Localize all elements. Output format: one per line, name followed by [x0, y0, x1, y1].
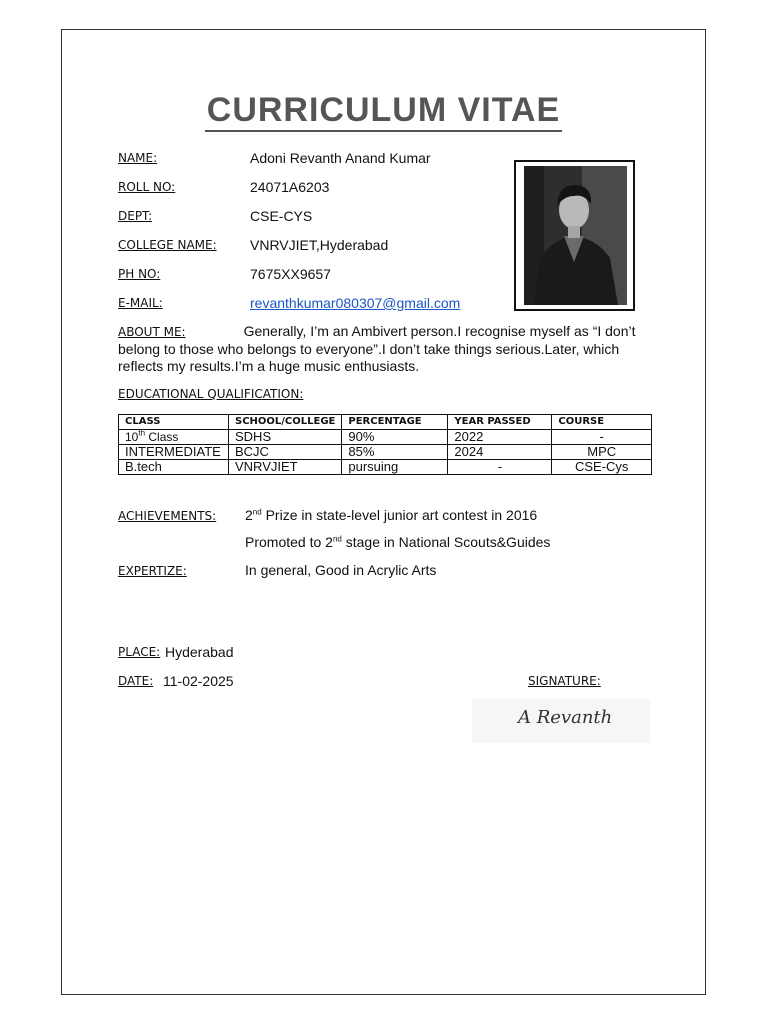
signature-image — [472, 699, 650, 743]
email-label: E-MAIL: — [118, 296, 163, 310]
page-title-text: CURRICULUM VITAE — [205, 91, 562, 132]
class-cell: B.tech — [119, 460, 229, 475]
course-cell: - — [552, 430, 652, 445]
college-label: COLLEGE NAME: — [118, 238, 217, 252]
page-title — [62, 91, 705, 130]
achievement-item: 2nd Prize in state-level junior art contest in 2016 — [245, 507, 538, 523]
expertize-value: In general, Good in Acrylic Arts — [245, 562, 437, 578]
name-value: Adoni Revanth Anand Kumar — [250, 150, 431, 166]
course-cell: MPC — [552, 445, 652, 460]
percentage-cell: 85% — [342, 445, 448, 460]
expertize-label: EXPERTIZE: — [118, 564, 187, 578]
achievement-item: Promoted to 2nd stage in National Scouts&Guides — [245, 534, 551, 550]
dept-label: DEPT: — [118, 209, 153, 223]
name-label: NAME: — [118, 151, 158, 165]
dept-value: CSE-CYS — [250, 208, 313, 224]
column-header: CLASS — [119, 415, 229, 430]
signature-label: SIGNATURE: — [528, 674, 601, 688]
column-header: YEAR PASSED — [448, 415, 552, 430]
education-table — [118, 414, 652, 475]
college-value: VNRVJIET,Hyderabad — [250, 237, 389, 253]
school-cell: VNRVJIET — [229, 460, 342, 475]
year-cell: - — [448, 460, 552, 475]
phone-label: PH NO: — [118, 267, 161, 281]
class-cell: 10th Class — [119, 430, 229, 445]
roll-label: ROLL NO: — [118, 180, 176, 194]
school-cell: SDHS — [229, 430, 342, 445]
profile-photo — [524, 166, 627, 305]
class-cell: INTERMEDIATE — [119, 445, 229, 460]
roll-value: 24071A6203 — [250, 179, 330, 195]
table-header-row — [119, 415, 652, 430]
cv-page — [61, 29, 706, 995]
course-cell: CSE-Cys — [552, 460, 652, 475]
signature-handwriting: A Revanth — [518, 707, 613, 728]
percentage-cell: pursuing — [342, 460, 448, 475]
column-header: COURSE — [552, 415, 652, 430]
table-row — [119, 445, 652, 460]
year-cell: 2022 — [448, 430, 552, 445]
column-header: PERCENTAGE — [342, 415, 448, 430]
phone-value: 7675XX9657 — [250, 266, 331, 282]
about-label: ABOUT ME: — [118, 325, 186, 339]
year-cell: 2024 — [448, 445, 552, 460]
place-value: Hyderabad — [165, 644, 234, 660]
school-cell: BCJC — [229, 445, 342, 460]
date-value: 11-02-2025 — [163, 673, 234, 689]
table-row — [119, 460, 652, 475]
education-label: EDUCATIONAL QUALIFICATION: — [118, 387, 304, 401]
about-text: Generally, I’m an Ambivert person.I recognise myself as “I don’t belong to those who belongs to everyone”.I don’t take things serious.Later, which reflects my results.I’m a huge music enthusiasts. — [118, 323, 636, 374]
place-label: PLACE: — [118, 645, 161, 659]
percentage-cell: 90% — [342, 430, 448, 445]
email-link[interactable]: revanthkumar080307@gmail.com — [250, 295, 461, 311]
profile-photo-frame — [514, 160, 635, 311]
column-header: SCHOOL/COLLEGE — [229, 415, 342, 430]
achievements-label: ACHIEVEMENTS: — [118, 509, 217, 523]
about-section — [118, 323, 658, 375]
table-row — [119, 430, 652, 445]
date-label: DATE: — [118, 674, 154, 688]
